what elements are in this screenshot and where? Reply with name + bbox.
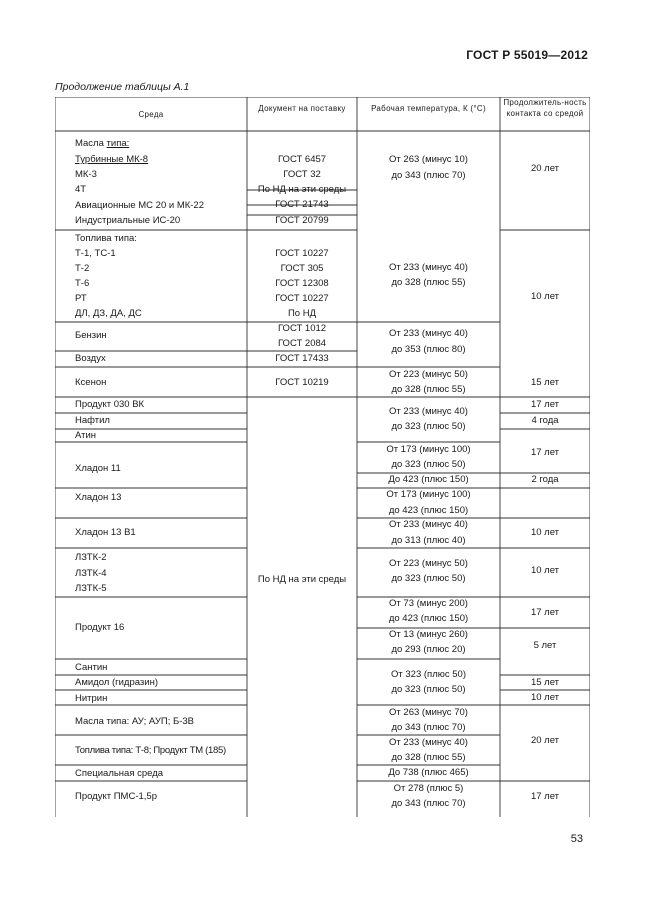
table-caption: Продолжение таблицы А.1 bbox=[55, 81, 190, 93]
petrol-doc-1: ГОСТ 1012 bbox=[277, 323, 327, 334]
atin-name: Атин bbox=[75, 430, 97, 441]
standard-header: ГОСТ Р 55019—2012 bbox=[466, 48, 588, 62]
oils-temp-from: От 263 (минус 10) bbox=[389, 154, 468, 165]
product16-name: Продукт 16 bbox=[75, 622, 125, 633]
oils-duration: 20 лет bbox=[530, 163, 560, 174]
air-doc: ГОСТ 17433 bbox=[275, 353, 329, 364]
fuels-title: Топлива типа: bbox=[75, 233, 137, 244]
air-name: Воздух bbox=[75, 353, 106, 364]
pms-name: Продукт ПМС-1,5р bbox=[75, 791, 157, 802]
xenon-temp-from: От 223 (минус 50) bbox=[389, 369, 468, 380]
oils-doc-1: ГОСТ 6457 bbox=[277, 154, 327, 165]
petrol-temp-to: до 353 (плюс 80) bbox=[391, 344, 466, 355]
oils-au-name: Масла типа: АУ; АУП; Б-3В bbox=[75, 716, 194, 727]
oils-item-2: МК-3 bbox=[75, 169, 97, 180]
naftil-duration: 4 года bbox=[531, 415, 559, 426]
lztk-item-2: ЛЗТК-4 bbox=[75, 568, 107, 579]
pms-temp-to: до 343 (плюс 70) bbox=[391, 798, 466, 809]
fuels-item-4: РТ bbox=[75, 293, 87, 304]
duration-20: 20 лет bbox=[530, 735, 560, 746]
hladon13-temp-from: От 173 (минус 100) bbox=[386, 489, 471, 500]
oils-item-1: Турбинные МК-8 bbox=[75, 154, 149, 165]
special-temp: До 738 (плюс 465) bbox=[388, 767, 469, 778]
petrol-name: Бензин bbox=[75, 330, 107, 341]
special-name: Специальная среда bbox=[75, 768, 164, 779]
nitrin-name: Нитрин bbox=[75, 693, 108, 704]
hladon11-temp2: До 423 (плюс 150) bbox=[388, 474, 469, 485]
oils-temp-to: до 343 (плюс 70) bbox=[391, 170, 466, 181]
table-a1 bbox=[55, 97, 590, 817]
product16-duration1: 17 лет bbox=[530, 607, 560, 618]
oils-doc-3: По НД на эти среды bbox=[257, 184, 347, 195]
oils-item-5: Индустриальные ИС-20 bbox=[75, 215, 181, 226]
temp-323-from: От 323 (плюс 50) bbox=[391, 669, 466, 680]
petrol-temp-from: От 233 (минус 40) bbox=[389, 328, 468, 339]
col-header-document: Документ на поставку bbox=[258, 104, 346, 113]
col-header-temperature: Рабочая температура, К (°С) bbox=[371, 104, 486, 113]
temp-233-to: до 323 (плюс 50) bbox=[391, 421, 466, 432]
product030-name: Продукт 030 ВК bbox=[75, 399, 145, 410]
lztk-duration: 10 лет bbox=[530, 565, 560, 576]
product030-duration: 17 лет bbox=[530, 399, 560, 410]
oils-doc-5: ГОСТ 20799 bbox=[275, 215, 329, 226]
temp-323-to: до 323 (плюс 50) bbox=[391, 684, 466, 695]
hladon13b1-temp-from: От 233 (минус 40) bbox=[389, 519, 468, 530]
oils-doc-2: ГОСТ 32 bbox=[283, 169, 321, 180]
oils-doc-4: ГОСТ 21743 bbox=[275, 199, 329, 210]
fuels-doc-4: ГОСТ 10227 bbox=[275, 293, 329, 304]
product16-temp1-to: до 423 (плюс 150) bbox=[388, 613, 469, 624]
amidol-name: Амидол (гидразин) bbox=[75, 677, 158, 688]
col-header-duration: Продолжитель-ность контакта со средой bbox=[503, 98, 587, 118]
hladon13b1-temp-to: до 313 (плюс 40) bbox=[391, 535, 466, 546]
hladon11-temp1-to: до 323 (плюс 50) bbox=[391, 459, 466, 470]
oils-item-4: Авиационные МС 20 и МК-22 bbox=[75, 200, 204, 211]
hladon13-temp-to: до 423 (плюс 150) bbox=[388, 505, 469, 516]
hladon11-duration1: 17 лет bbox=[530, 447, 560, 458]
lztk-temp-from: От 223 (минус 50) bbox=[389, 558, 468, 569]
lztk-item-3: ЛЗТК-5 bbox=[75, 583, 107, 594]
xenon-duration: 15 лет bbox=[530, 377, 560, 388]
group-duration: 10 лет bbox=[530, 291, 560, 302]
temp-233-from: От 233 (минус 40) bbox=[389, 406, 468, 417]
page-number: 53 bbox=[570, 833, 583, 845]
hladon11-name: Хладон 11 bbox=[75, 463, 121, 474]
fuels-doc-2: ГОСТ 305 bbox=[280, 263, 324, 274]
col-header-medium: Среда bbox=[138, 110, 164, 119]
fuels-t8-name: Топлива типа: Т-8; Продукт ТМ (185) bbox=[75, 745, 226, 756]
fuels-doc-5: По НД bbox=[287, 308, 317, 319]
xenon-doc: ГОСТ 10219 bbox=[275, 377, 329, 388]
lztk-item-1: ЛЗТК-2 bbox=[75, 552, 107, 563]
fuels-item-5: ДЛ, ДЗ, ДА, ДС bbox=[75, 308, 142, 319]
oils-item-3: 4Т bbox=[75, 184, 87, 195]
pms-duration: 17 лет bbox=[530, 791, 560, 802]
product16-temp1-from: От 73 (минус 200) bbox=[389, 598, 468, 609]
fuels-doc-3: ГОСТ 12308 bbox=[275, 278, 329, 289]
oils-au-temp-to: до 343 (плюс 70) bbox=[391, 722, 466, 733]
hladon13b1-duration: 10 лет bbox=[530, 527, 560, 538]
fuels-item-1: Т-1, ТС-1 bbox=[75, 248, 116, 259]
hladon13-name: Хладон 13 bbox=[75, 492, 122, 503]
fuels-item-2: Т-2 bbox=[75, 263, 90, 274]
fuels-item-3: Т-6 bbox=[75, 278, 90, 289]
shared-doc: По НД на эти среды bbox=[257, 574, 347, 585]
hladon11-duration2: 2 года bbox=[531, 474, 559, 485]
lztk-temp-to: до 323 (плюс 50) bbox=[391, 573, 466, 584]
oils-au-temp-from: От 263 (минус 70) bbox=[389, 707, 468, 718]
product16-temp2-to: до 293 (плюс 20) bbox=[391, 644, 466, 655]
amidol-duration: 15 лет bbox=[530, 677, 560, 688]
fuels-temp-to: до 328 (плюс 55) bbox=[391, 277, 466, 288]
xenon-temp-to: до 328 (плюс 55) bbox=[391, 384, 466, 395]
product16-temp2-from: От 13 (минус 260) bbox=[389, 629, 468, 640]
hladon13b1-name: Хладон 13 В1 bbox=[75, 527, 136, 538]
fuels-doc-1: ГОСТ 10227 bbox=[275, 248, 329, 259]
five-years-duration: 5 лет bbox=[533, 640, 557, 651]
pms-temp-from: От 278 (плюс 5) bbox=[393, 783, 464, 794]
oils-title: Масла типа: bbox=[75, 138, 130, 149]
fuels-t8-temp-from: От 233 (минус 40) bbox=[389, 737, 468, 748]
xenon-name: Ксенон bbox=[75, 377, 107, 388]
nitrin-duration: 10 лет bbox=[530, 692, 560, 703]
naftil-name: Нафтил bbox=[75, 415, 110, 426]
fuels-t8-temp-to: до 328 (плюс 55) bbox=[391, 752, 466, 763]
fuels-temp-from: От 233 (минус 40) bbox=[389, 262, 468, 273]
santin-name: Сантин bbox=[75, 662, 108, 673]
petrol-doc-2: ГОСТ 2084 bbox=[277, 338, 327, 349]
hladon11-temp1-from: От 173 (минус 100) bbox=[386, 444, 471, 455]
